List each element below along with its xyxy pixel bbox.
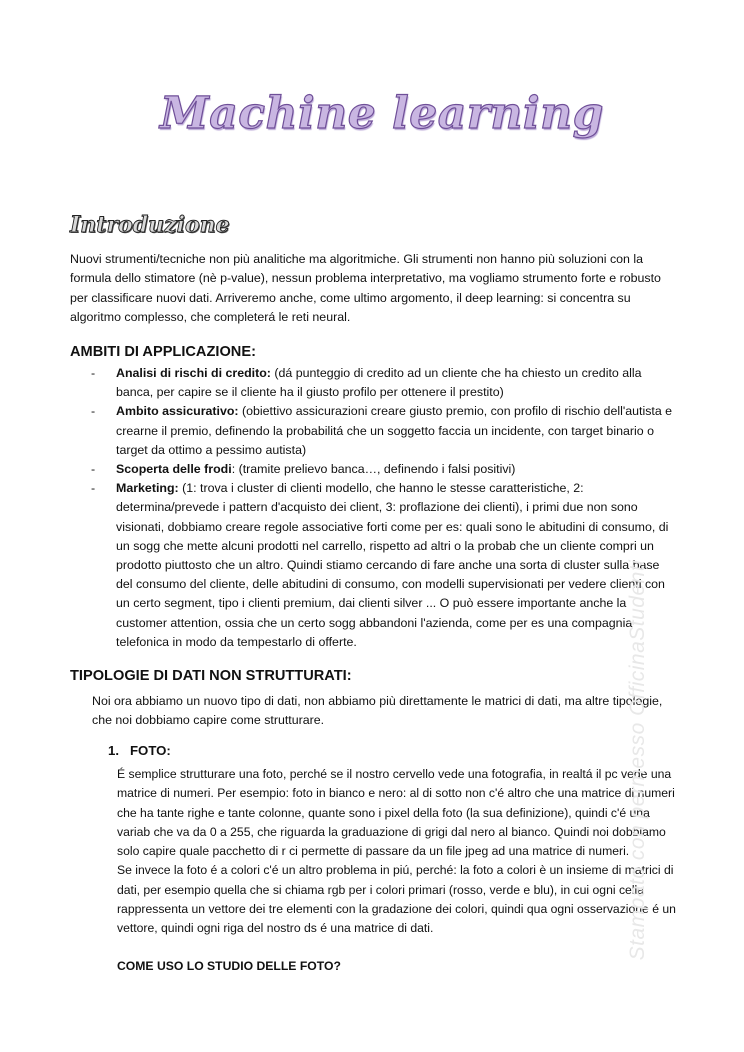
foto-paragraph-1: É semplice strutturare una foto, perché se il nostro cervello vede una fotografia, in realtá il pc vede una matrice di numeri. Per esempio: foto in bianco e nero: al di sotto non c'é altro che una matrice di numeri che ha tante righe e tante colonne, quante sono i pixel della foto (la sua definizione), quindi c'é una variab che va da 0 a 255, che riguarda la graduazione di grigi dal nero al bianco. Quindi noi dobbiamo solo capire quale pacchetto di r ci permette di passare da un file jpeg ad una matrice di numeri. <box>117 767 675 859</box>
foto-heading <box>108 743 171 758</box>
foto-question: COME USO LO STUDIO DELLE FOTO? <box>117 959 341 973</box>
ambiti-list <box>70 364 675 652</box>
foto-body <box>117 765 677 939</box>
list-item-text: (1: trova i cluster di clienti modello, che hanno le stesse caratteristiche, 2: determina/prevede i pattern d'acquisto dei client, 3: proflazione dei clienti), i primi due non sono visionati, dobbiamo creare regole associative forti come per es: quali sono le abitudini di consumo, di un sogg che mette alcuni prodotti nel carrello, rispetto ad altri o la probab che un cliente compri un prodotto piuttosto che un altro. Quindi stiamo cercando di fare anche una sorta di cluster sulla base del consumo del cliente, delle abitudini di consumo, con modelli supervisionati per vedere clienti con un certo segment, tipo i clienti premium, dai clienti silver ... O può essere importante anche la customer attention, ossia che un certo sogg abbandoni l'azienda, come per es una compagnia telefonica in modo da tempestarlo di offerte. <box>116 481 669 649</box>
list-item <box>70 479 675 652</box>
tipologie-paragraph: Noi ora abbiamo un nuovo tipo di dati, non abbiamo più direttamente le matrici di dati, ma altre tipologie, che noi dobbiamo capire come strutturare. <box>92 694 663 728</box>
bullet-dash: - <box>91 404 96 419</box>
list-item <box>70 460 675 479</box>
list-item-label: Marketing: <box>116 481 179 496</box>
foto-heading-label: FOTO: <box>130 743 171 758</box>
foto-number: 1. <box>108 743 119 758</box>
page-title: Machine learning <box>160 88 604 139</box>
list-item-label: Analisi di rischi di credito: <box>116 366 271 380</box>
list-item-label: Scoperta delle frodi <box>116 462 232 477</box>
intro-paragraph: Nuovi strumenti/tecniche non più analitiche ma algoritmiche. Gli strumenti non hanno più soluzioni con la formula dello stimatore (nè p-value), nessun problema interpretativo, ma vogliamo strumento forte e robusto per classificare nuovi dati. Arriveremo anche, come ultimo argomento, il deep learning: si concentra su algoritmo complesso, che completerá le reti neural. <box>70 252 661 325</box>
list-item-text: : (tramite prelievo banca…, definendo i falsi positivi) <box>231 462 516 477</box>
intro-heading: Introduzione <box>70 212 230 238</box>
foto-paragraph-2: Se invece la foto é a colori c'é un altro problema in piú, perché: la foto a colori è un insieme di matrici di dati, per esempio quella che si chiama rgb per i colori primari (rosso, verde e blu), in cui ogni cella rappressenta un vettore dei tre elementi con la gradazione dei colori, quindi qua ogni osservazione é un vettore, quindi ogni riga del nostro ds é una matrice di dati. <box>117 863 676 936</box>
bullet-dash: - <box>91 366 96 380</box>
bullet-dash: - <box>91 481 96 496</box>
watermark-text: Stampato con permesso OfficinaStudenti <box>626 559 649 961</box>
bullet-dash: - <box>91 462 96 477</box>
list-item <box>70 364 675 402</box>
ambiti-heading: AMBITI DI APPLICAZIONE: <box>70 344 256 360</box>
watermark <box>628 530 648 990</box>
list-item <box>70 402 675 460</box>
list-item-text: (obiettivo assicurazioni creare giusto premio, con profilo di rischio dell'autista e crearne il premio, definendo la probabilitá che un soggetto faccia un incidente, con target binario o target da ottimo a pessimo autista) <box>116 404 673 457</box>
tipologie-heading: TIPOLOGIE DI DATI NON STRUTTURATI: <box>70 668 352 684</box>
list-item-text: (dá punteggio di credito ad un cliente che ha chiesto un credito alla banca, per capire se il cliente ha il giusto profilo per ottenere il prestito) <box>116 366 642 400</box>
list-item-label: Ambito assicurativo: <box>116 404 239 419</box>
